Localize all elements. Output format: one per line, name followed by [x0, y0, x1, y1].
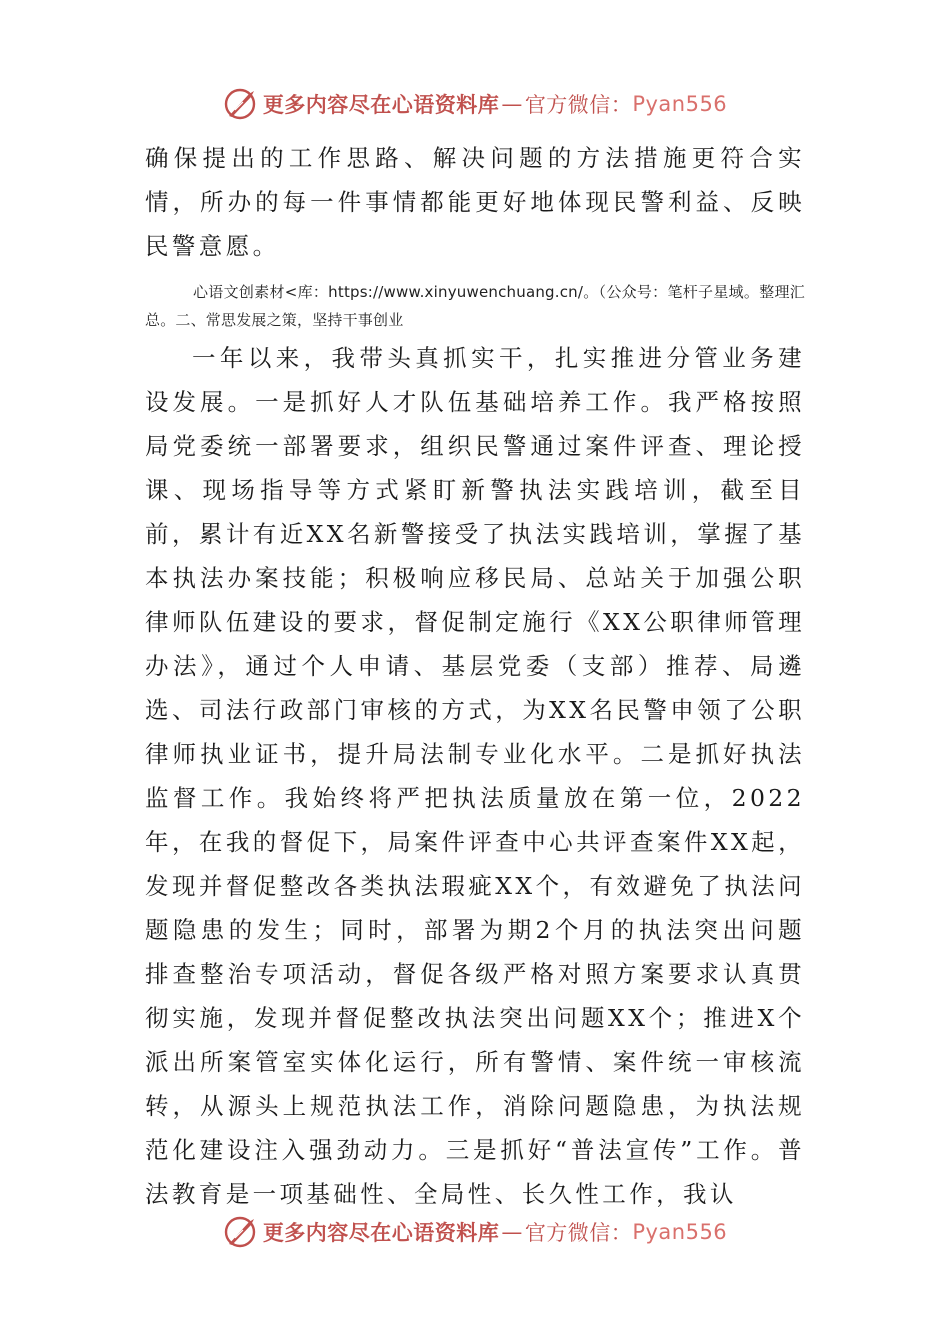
intro-paragraph: 确保提出的工作思路、解决问题的方法措施更符合实情，所办的每一件事情都能更好地体现民警利益、反映民警意愿。 [145, 144, 805, 260]
banner-separator: — [501, 1220, 523, 1244]
banner-separator: — [501, 92, 523, 116]
banner-wechat-label: 官方微信： [524, 1221, 633, 1245]
banner-wechat-label: 官方微信： [524, 93, 633, 117]
banner-brand-text: 更多内容尽在心语资料库 [262, 1221, 500, 1245]
main-paragraph: 一年以来，我带头真抓实干，扎实推进分管业务建设发展。一是抓好人才队伍基础培养工作。我严格按照局党委统一部署要求，组织民警通过案件评查、理论授课、现场指导等方式紧盯新警执法实践培训，截至目前，累计有近XX名新警接受了执法实践培训，掌握了基本执法办案技能；积极响应移民局、总站关于加强公职律师队伍建设的要求，督促制定施行《XX公职律师管理办法》，通过个人申请、基层党委（支部）推荐、局遴选、司法行政部门审核的方式，为XX名民警申领了公职律师执业证书，提升局法制专业化水平。二是抓好执法监督工作。我始终将严把执法质量放在第一位，2022年，在我的督促下，局案件评查中心共评查案件XX起，发现并督促整改各类执法瑕疵XX个，有效避免了执法问题隐患的发生；同时，部署为期2个月的执法突出问题排查整治专项活动，督促各级严格对照方案要求认真贯彻实施，发现并督促整改执法突出问题XX个；推进X个派出所案管室实体化运行，所有警情、案件统一审核流转，从源头上规范执法工作，消除问题隐患，为执法规范化建设注入强劲动力。三是抓好“普法宣传”工作。普法教育是一项基础性、全局性、长久性工作，我认 [145, 344, 805, 1208]
banner-wechat-id: Pyan556 [632, 1220, 728, 1244]
source-note: 心语文创素材<库：https://www.xinyuwenchuang.cn/。（公众号：笔杆子星域。整理汇总。二、常思发展之策，坚持干事创业 [145, 283, 806, 329]
banner-wechat-id: Pyan556 [632, 92, 728, 116]
pen-nib-logo-icon [223, 86, 259, 122]
footer-watermark-banner [0, 1212, 950, 1252]
pen-nib-logo-icon [223, 1214, 259, 1250]
header-watermark-banner [0, 84, 950, 124]
document-body [145, 136, 805, 1216]
banner-brand-text: 更多内容尽在心语资料库 [262, 93, 500, 117]
